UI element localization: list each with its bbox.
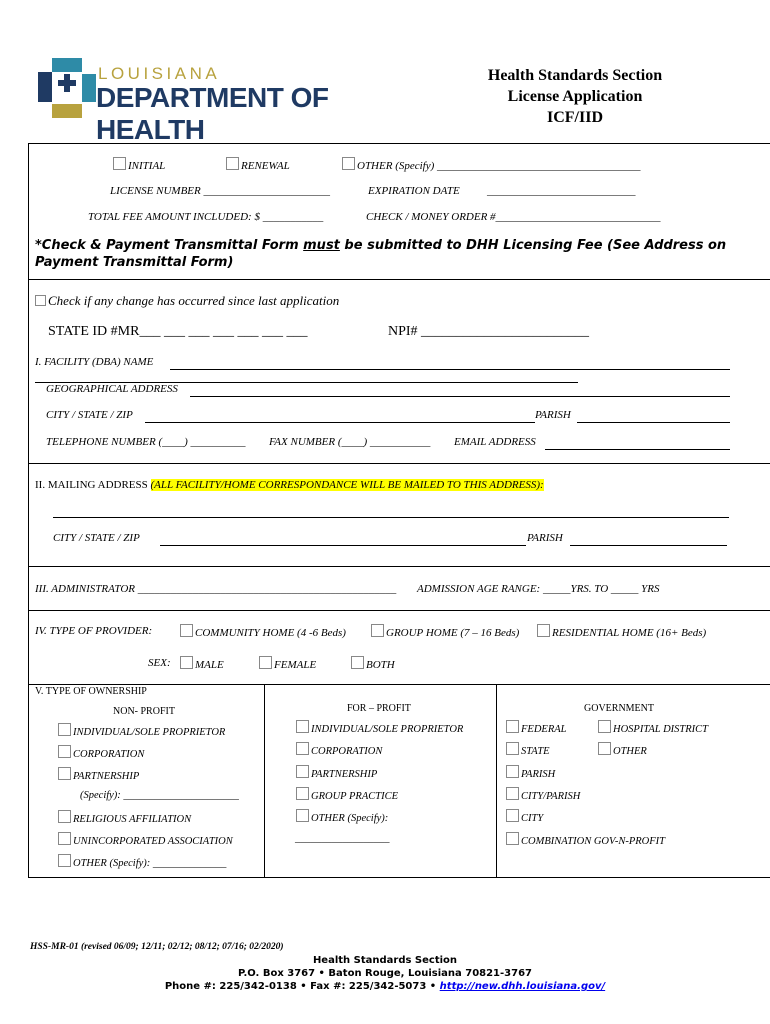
facility-name-label: I. FACILITY (DBA) NAME <box>35 356 154 368</box>
forprofit-other-option[interactable]: OTHER (Specify): <box>296 809 388 824</box>
both-checkbox[interactable] <box>351 656 364 669</box>
city-state-zip-input[interactable] <box>145 422 535 423</box>
age-range-field[interactable]: ADMISSION AGE RANGE: _____YRS. TO _____ YRS <box>417 583 660 595</box>
nonprofit-heading: NON- PROFIT <box>113 706 175 717</box>
divider <box>28 877 770 878</box>
checkbox[interactable] <box>58 832 71 845</box>
residential-home-option[interactable]: RESIDENTIAL HOME (16+ Beds) <box>537 624 706 639</box>
npi-field[interactable]: NPI# ________________________ <box>388 324 590 339</box>
female-option[interactable]: FEMALE <box>259 656 316 671</box>
provider-type-label: IV. TYPE OF PROVIDER: <box>35 625 153 637</box>
divider <box>28 566 770 567</box>
other-option[interactable]: OTHER (Specify) _____________________________________ <box>342 157 641 172</box>
checkbox[interactable] <box>506 832 519 845</box>
divider <box>28 684 770 685</box>
website-link[interactable]: http://new.dhh.louisiana.gov/ <box>439 981 606 992</box>
revision-note: HSS-MR-01 (revised 06/09; 12/11; 02/12; 08/12; 07/16; 02/2020) <box>30 942 284 952</box>
community-home-checkbox[interactable] <box>180 624 193 637</box>
forprofit-corporation-option[interactable]: CORPORATION <box>296 742 382 757</box>
religious-affiliation-option[interactable]: RELIGIOUS AFFILIATION <box>58 810 191 825</box>
forprofit-other-field[interactable]: __________________ <box>295 833 390 844</box>
group-home-option[interactable]: GROUP HOME (7 – 16 Beds) <box>371 624 519 639</box>
renewal-checkbox[interactable] <box>226 157 239 170</box>
checkbox[interactable] <box>296 742 309 755</box>
header-subtitle: License Application <box>507 88 643 105</box>
combination-option[interactable]: COMBINATION GOV-N-PROFIT <box>506 832 665 847</box>
divider <box>28 610 770 611</box>
checkbox[interactable] <box>58 723 71 736</box>
parish-option[interactable]: PARISH <box>506 765 555 780</box>
checkbox[interactable] <box>506 809 519 822</box>
change-checkbox[interactable] <box>35 295 46 306</box>
change-option[interactable]: Check if any change has occurred since last application <box>35 293 339 309</box>
ownership-label: V. TYPE OF OWNERSHIP <box>35 686 147 697</box>
parish-label: PARISH <box>535 409 571 421</box>
city-option[interactable]: CITY <box>506 809 543 824</box>
residential-home-checkbox[interactable] <box>537 624 550 637</box>
checkbox[interactable] <box>296 720 309 733</box>
mailing-parish-label: PARISH <box>527 532 563 544</box>
mailing-address-note: (ALL FACILITY/HOME CORRESPONDANCE WILL BE MAILED TO THIS ADDRESS): <box>150 479 544 491</box>
group-home-checkbox[interactable] <box>371 624 384 637</box>
mailing-city-state-zip-input[interactable] <box>160 545 526 546</box>
initial-option[interactable]: INITIAL <box>113 157 165 172</box>
hospital-district-option[interactable]: HOSPITAL DISTRICT <box>598 720 708 735</box>
forprofit-heading: FOR – PROFIT <box>347 703 411 714</box>
nonprofit-specify-field[interactable]: (Specify): ______________________ <box>80 790 239 801</box>
fax-field[interactable]: FAX NUMBER (____) ___________ <box>269 436 431 448</box>
mailing-parish-input[interactable] <box>570 545 727 546</box>
checkbox[interactable] <box>58 854 71 867</box>
checkbox[interactable] <box>296 809 309 822</box>
header-title: Health Standards Section <box>487 67 663 84</box>
renewal-option[interactable]: RENEWAL <box>226 157 290 172</box>
nonprofit-other-option[interactable]: OTHER (Specify): ______________ <box>58 854 226 869</box>
other-checkbox[interactable] <box>342 157 355 170</box>
city-parish-option[interactable]: CITY/PARISH <box>506 787 580 802</box>
nonprofit-partnership-option[interactable]: PARTNERSHIP <box>58 767 139 782</box>
column-divider <box>264 684 265 877</box>
expiration-date-label: EXPIRATION DATE <box>368 185 460 197</box>
federal-option[interactable]: FEDERAL <box>506 720 567 735</box>
check-money-order-field[interactable]: CHECK / MONEY ORDER #______________________________ <box>366 211 661 223</box>
email-input[interactable] <box>545 449 730 450</box>
telephone-field[interactable]: TELEPHONE NUMBER (____) __________ <box>46 436 246 448</box>
checkbox[interactable] <box>58 810 71 823</box>
initial-checkbox[interactable] <box>113 157 126 170</box>
nonprofit-individual-option[interactable]: INDIVIDUAL/SOLE PROPRIETOR <box>58 723 225 738</box>
state-option[interactable]: STATE <box>506 742 550 757</box>
checkbox[interactable] <box>598 742 611 755</box>
facility-name-input[interactable] <box>170 369 730 370</box>
form-border-left <box>28 143 29 877</box>
forprofit-partnership-option[interactable]: PARTNERSHIP <box>296 765 377 780</box>
both-option[interactable]: BOTH <box>351 656 395 671</box>
mailing-address-input[interactable] <box>53 517 729 518</box>
checkbox[interactable] <box>296 787 309 800</box>
administrator-field[interactable]: III. ADMINISTRATOR _______________________________________________ <box>35 583 397 595</box>
checkbox[interactable] <box>506 720 519 733</box>
community-home-option[interactable]: COMMUNITY HOME (4 -6 Beds) <box>180 624 346 639</box>
logo-line1: LOUISIANA <box>98 64 221 83</box>
divider <box>28 143 770 144</box>
sex-label: SEX: <box>148 657 171 669</box>
checkbox[interactable] <box>506 742 519 755</box>
forprofit-individual-option[interactable]: INDIVIDUAL/SOLE PROPRIETOR <box>296 720 463 735</box>
government-heading: GOVERNMENT <box>584 703 654 714</box>
footer-contact: Phone #: 225/342-0138 • Fax #: 225/342-5073 • http://new.dhh.louisiana.gov/ <box>164 981 606 992</box>
female-checkbox[interactable] <box>259 656 272 669</box>
male-checkbox[interactable] <box>180 656 193 669</box>
group-practice-option[interactable]: GROUP PRACTICE <box>296 787 398 802</box>
mailing-address-label: II. MAILING ADDRESS (ALL FACILITY/HOME CORRESPONDANCE WILL BE MAILED TO THIS ADDRESS): <box>35 479 544 491</box>
city-state-zip-label: CITY / STATE / ZIP <box>46 409 133 421</box>
payment-notice: *Check & Payment Transmittal Form must be submitted to DHH Licensing Fee (See Address on Payment Transmittal Form) <box>35 238 727 270</box>
geo-address-label: GEOGRAPHICAL ADDRESS <box>46 383 178 395</box>
parish-input[interactable] <box>577 422 730 423</box>
email-label: EMAIL ADDRESS <box>454 436 536 448</box>
expiration-date-field[interactable]: ___________________________ <box>487 185 636 197</box>
footer-address <box>150 954 620 993</box>
total-fee-field[interactable]: TOTAL FEE AMOUNT INCLUDED: $ ___________ <box>88 211 324 223</box>
column-divider <box>496 684 497 877</box>
footer-section: Health Standards Section <box>312 955 458 966</box>
license-number-field[interactable]: LICENSE NUMBER _______________________ <box>110 185 330 197</box>
footer-po-box: P.O. Box 3767 • Baton Rouge, Louisiana 70821-3767 <box>237 968 533 979</box>
logo-line2: DEPARTMENT OF HEALTH <box>96 82 329 145</box>
geo-address-input[interactable] <box>190 396 730 397</box>
nonprofit-corporation-option[interactable]: CORPORATION <box>58 745 144 760</box>
divider <box>28 279 770 280</box>
government-other-option[interactable]: OTHER <box>598 742 647 757</box>
checkbox[interactable] <box>506 765 519 778</box>
checkbox[interactable] <box>506 787 519 800</box>
header-program: ICF/IID <box>546 109 603 126</box>
unincorporated-association-option[interactable]: UNINCORPORATED ASSOCIATION <box>58 832 233 847</box>
state-id-field[interactable]: STATE ID #MR___ ___ ___ ___ ___ ___ ___ <box>48 324 308 339</box>
department-logo <box>38 58 408 145</box>
checkbox[interactable] <box>296 765 309 778</box>
checkbox[interactable] <box>58 745 71 758</box>
mailing-city-state-zip-label: CITY / STATE / ZIP <box>53 532 140 544</box>
checkbox[interactable] <box>58 767 71 780</box>
checkbox[interactable] <box>598 720 611 733</box>
cross-logo-icon <box>38 58 98 120</box>
male-option[interactable]: MALE <box>180 656 224 671</box>
divider <box>28 463 770 464</box>
